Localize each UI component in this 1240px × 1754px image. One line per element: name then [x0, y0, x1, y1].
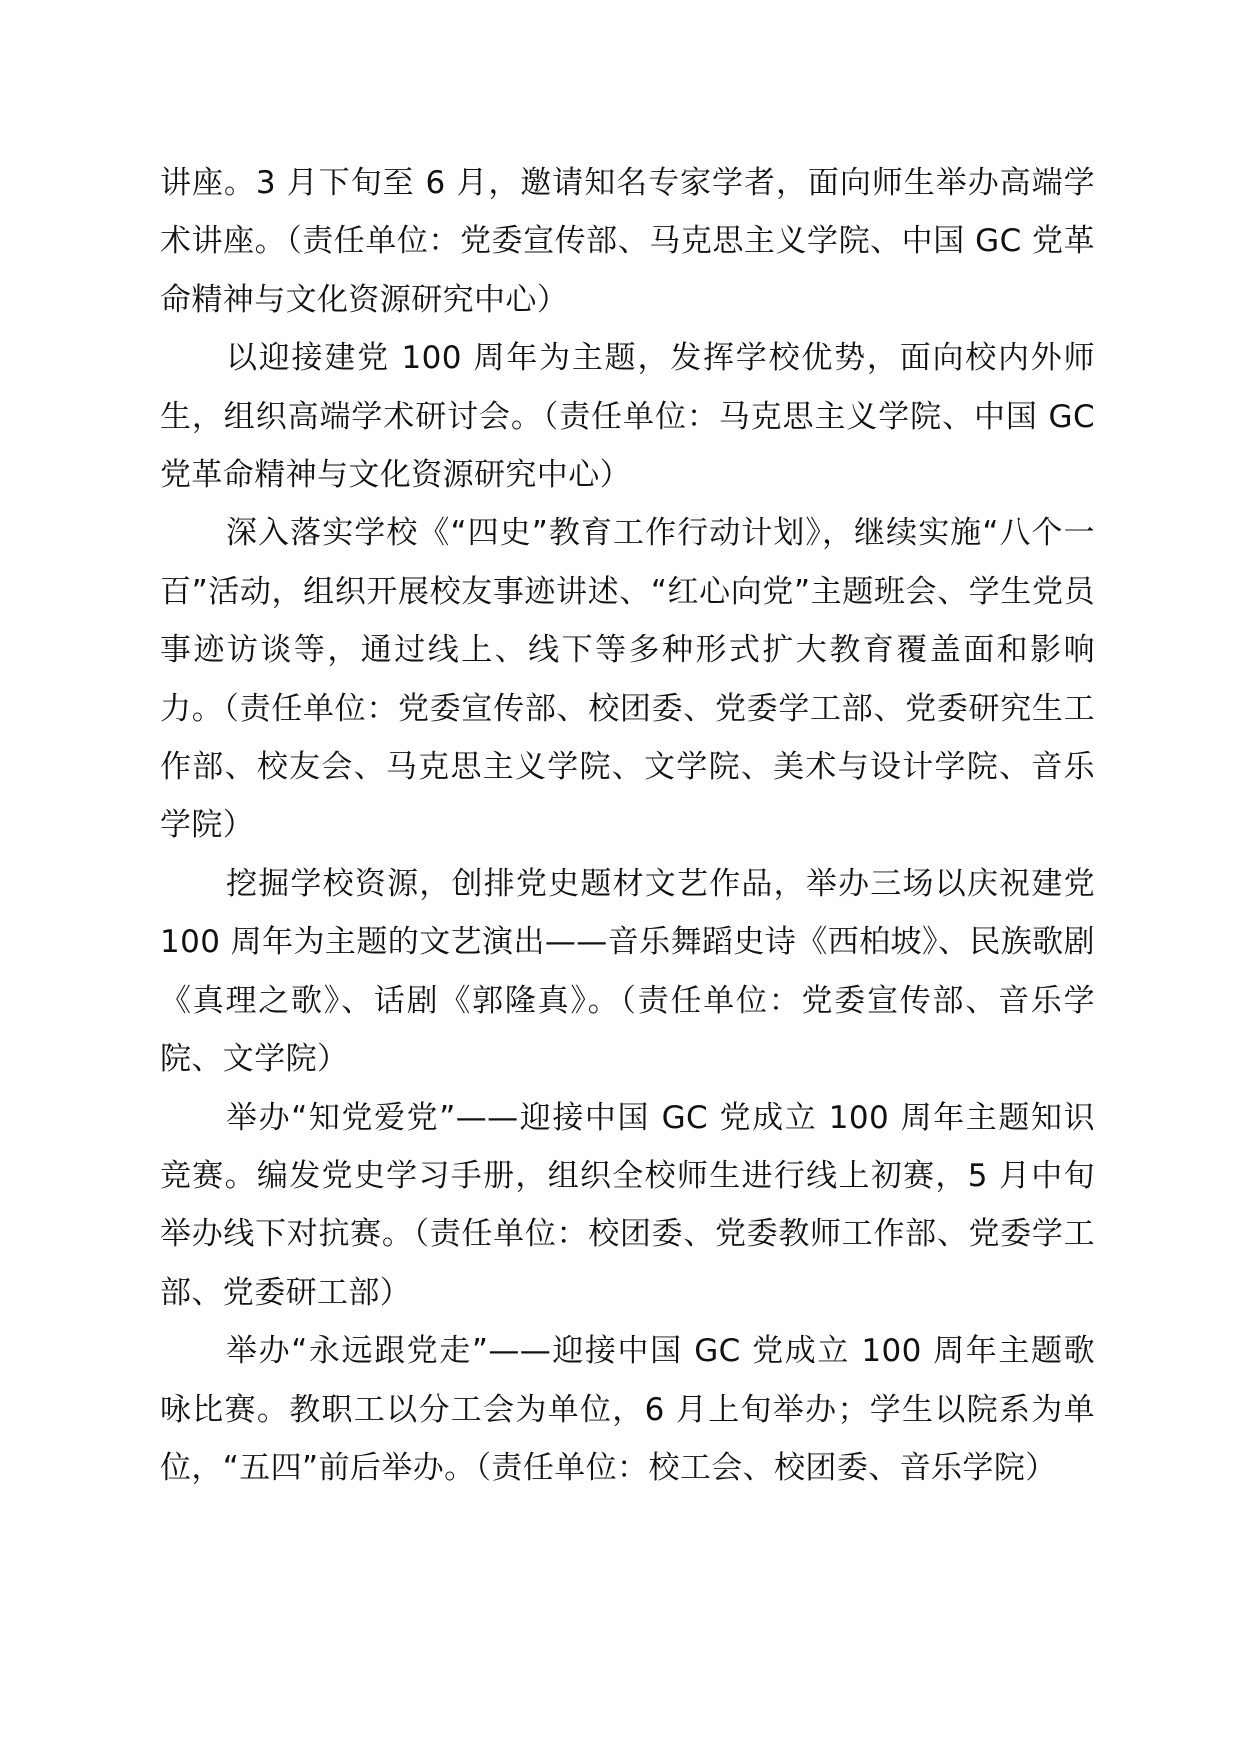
paragraph-academic-seminar: 以迎接建党 100 周年为主题，发挥学校优势，面向校内外师生，组织高端学术研讨会。（责任单位：马克思主义学院、中国 GC 党革命精神与文化资源研究中心） [160, 340, 1095, 494]
paragraph-knowledge-contest: 举办“知党爱党”——迎接中国 GC 党成立 100 周年主题知识竞赛。编发党史学习手册，组织全校师生进行线上初赛，5 月中旬举办线下对抗赛。（责任单位：校团委、党委教师工作部、党委学工部、党委研工部） [160, 1099, 1095, 1311]
paragraph-lecture-continuation: 讲座。3 月下旬至 6 月，邀请知名专家学者，面向师生举办高端学术讲座。（责任单位：党委宣传部、马克思主义学院、中国 GC 党革命精神与文化资源研究中心） [160, 165, 1095, 318]
paragraph-art-performances: 挖掘学校资源，创排党史题材文艺作品，举办三场以庆祝建党 100 周年为主题的文艺演出——音乐舞蹈史诗《西柏坡》、民族歌剧《真理之歌》、话剧《郭隆真》。（责任单位：党委宣传部、音乐学院、文学院） [160, 865, 1095, 1078]
document-body [160, 154, 1095, 1497]
paragraph-four-histories-education: 深入落实学校《“四史”教育工作行动计划》，继续实施“八个一百”活动，组织开展校友事迹讲述、“红心向党”主题班会、学生党员事迹访谈等，通过线上、线下等多种形式扩大教育覆盖面和影响力。（责任单位：党委宣传部、校团委、党委学工部、党委研究生工作部、校友会、马克思主义学院、文学院、美术与设计学院、音乐学院） [160, 515, 1095, 844]
paragraph-singing-contest: 举办“永远跟党走”——迎接中国 GC 党成立 100 周年主题歌咏比赛。教职工以分工会为单位，6 月上旬举办；学生以院系为单位，“五四”前后举办。（责任单位：校工会、校团委、音乐学院） [160, 1333, 1095, 1486]
